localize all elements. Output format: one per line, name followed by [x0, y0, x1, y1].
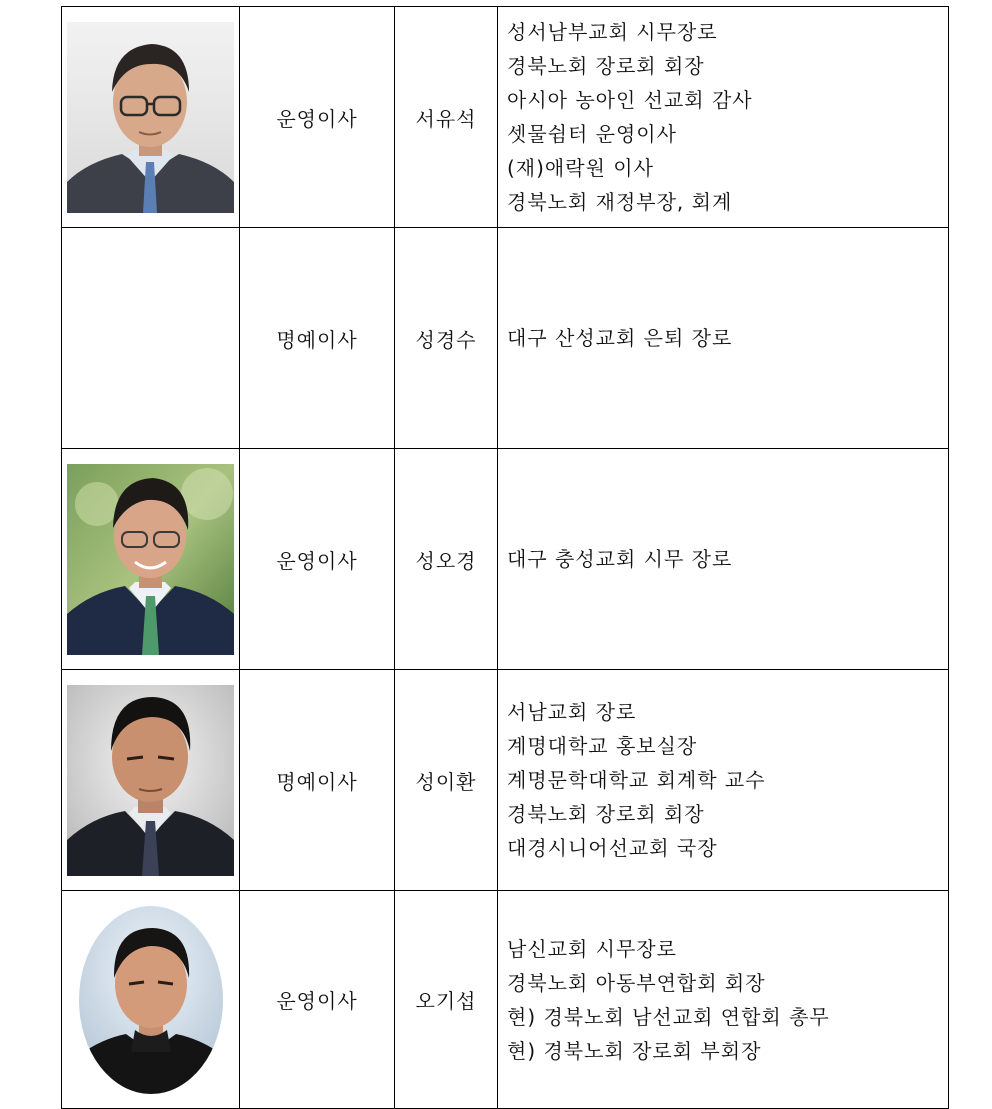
board-members-table [61, 6, 949, 1109]
career-line: 계명문학대학교 회계학 교수 [507, 768, 766, 792]
career-line: 아시아 농아인 선교회 감사 [507, 88, 753, 112]
career-cell [498, 891, 949, 1109]
member-row [62, 891, 949, 1109]
role-cell: 운영이사 [240, 449, 395, 670]
role-cell: 운영이사 [240, 7, 395, 228]
member-row [62, 449, 949, 670]
career-line: 경북노회 장로회 회장 [507, 54, 705, 78]
career-line: (재)애락원 이사 [507, 156, 654, 180]
career-line: 현) 경북노회 장로회 부회장 [507, 1038, 762, 1063]
photo-cell [62, 7, 240, 228]
name-cell: 성경수 [395, 228, 498, 449]
career-line: 현) 경북노회 남선교회 연합회 총무 [507, 1004, 830, 1029]
role-cell: 명예이사 [240, 670, 395, 891]
photo-cell [62, 670, 240, 891]
role-cell: 명예이사 [240, 228, 395, 449]
career-cell [498, 670, 949, 891]
career-line: 계명대학교 홍보실장 [507, 734, 698, 758]
photo-cell [62, 891, 240, 1109]
career-line: 경북노회 재정부장, 회계 [507, 190, 733, 214]
role-cell: 운영이사 [240, 891, 395, 1109]
member-row [62, 228, 949, 449]
name-cell: 오기섭 [395, 891, 498, 1109]
portrait-photo [67, 464, 234, 655]
career-line: 대구 산성교회 은퇴 장로 [507, 326, 733, 350]
name-cell: 성이환 [395, 670, 498, 891]
name-cell: 서유석 [395, 7, 498, 228]
career-line: 성서남부교회 시무장로 [507, 20, 718, 44]
career-line: 대경시니어선교회 국장 [507, 836, 718, 860]
career-cell [498, 228, 949, 449]
name-cell: 성오경 [395, 449, 498, 670]
career-line: 대구 충성교회 시무 장로 [507, 547, 733, 571]
career-line: 경북노회 아동부연합회 회장 [507, 970, 766, 995]
career-line: 경북노회 장로회 회장 [507, 802, 705, 826]
member-row [62, 7, 949, 228]
portrait-photo [67, 685, 234, 876]
photo-cell [62, 228, 240, 449]
career-line: 셋물쉼터 운영이사 [507, 122, 677, 146]
career-cell [498, 7, 949, 228]
career-line: 서남교회 장로 [507, 700, 637, 724]
member-row [62, 670, 949, 891]
portrait-photo [67, 22, 234, 213]
career-line: 남신교회 시무장로 [507, 936, 677, 961]
career-cell [498, 449, 949, 670]
portrait-photo [71, 902, 231, 1098]
photo-cell [62, 449, 240, 670]
